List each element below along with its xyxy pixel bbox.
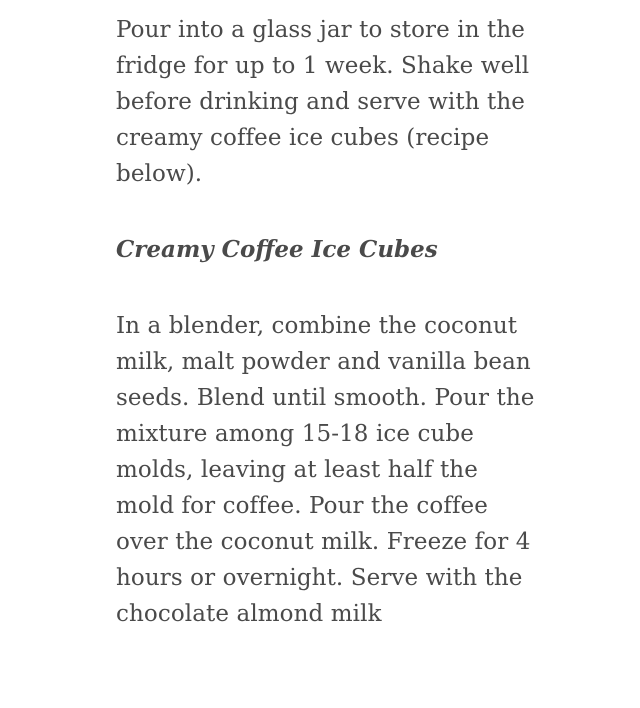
spacer bbox=[116, 192, 536, 232]
text-line: milk, malt powder and vanilla bean bbox=[116, 349, 531, 375]
intro-paragraph bbox=[116, 12, 536, 192]
text-line: mold for coffee. Pour the coffee bbox=[116, 493, 488, 519]
section-heading: Creamy Coffee Ice Cubes bbox=[116, 236, 438, 263]
text-line: hours or overnight. Serve with the bbox=[116, 565, 523, 591]
text-line: chocolate almond milk bbox=[116, 601, 382, 627]
text-line: creamy coffee ice cubes (recipe bbox=[116, 125, 490, 151]
text-line: mixture among 15-18 ice cube bbox=[116, 421, 474, 447]
text-line: seeds. Blend until smooth. Pour the bbox=[116, 385, 535, 411]
text-line: Pour into a glass jar to store in the bbox=[116, 17, 526, 43]
article-content bbox=[116, 12, 536, 632]
spacer bbox=[116, 268, 536, 308]
text-line: fridge for up to 1 week. Shake well bbox=[116, 53, 530, 79]
text-line: over the coconut milk. Freeze for 4 bbox=[116, 529, 531, 555]
instructions-paragraph bbox=[116, 308, 536, 632]
text-line: before drinking and serve with the bbox=[116, 89, 525, 115]
text-line: below). bbox=[116, 161, 203, 187]
text-line: In a blender, combine the coconut bbox=[116, 313, 518, 339]
text-line: molds, leaving at least half the bbox=[116, 457, 478, 483]
